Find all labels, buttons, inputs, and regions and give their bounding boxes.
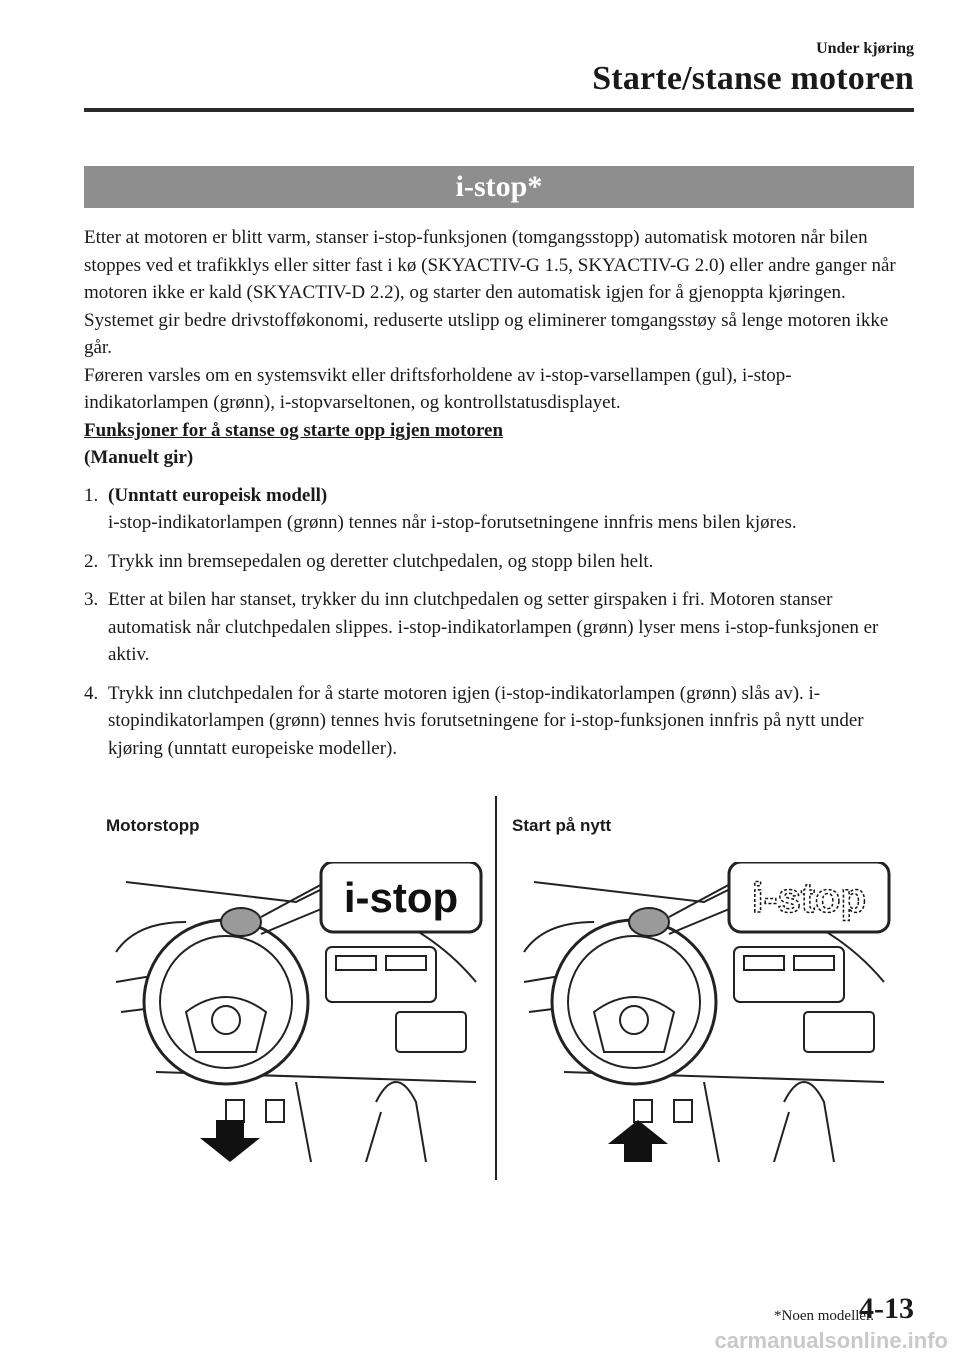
step-number: 1.: [84, 484, 99, 506]
step-bold-label: (Unntatt europeisk modell): [108, 484, 328, 506]
content: [84, 224, 914, 773]
page-title: Starte/stanse motoren: [592, 60, 914, 97]
step-text: Trykk inn bremsepedalen og deretter clutchpedalen, og stopp bilen helt.: [108, 550, 654, 572]
step-number: 4.: [84, 682, 99, 704]
watermark: carmanualsonline.info: [714, 1328, 948, 1353]
dashboard-illustration-restart: [504, 862, 894, 1162]
steps-list: [84, 482, 914, 763]
illustration-divider: [495, 796, 497, 1180]
intro-paragraph-2: Føreren varsles om en systemsvikt eller driftsforholdene av i-stop-varsellampen (gul), i-stop-indikatorlampen (grønn), i-stopvarseltonen, og kontrollstatusdisplayet.: [84, 364, 792, 413]
section-title-band: [84, 166, 914, 208]
arrow-down-icon: [200, 1120, 260, 1162]
step-number: 3.: [84, 589, 99, 610]
section-title: i-stop*: [455, 170, 543, 203]
illustration-label-restart: Start på nytt: [512, 816, 612, 835]
step-text: Trykk inn clutchpedalen for å starte motoren igjen (i-stop-indikatorlampen (grønn) slås av). i-stopindikatorlampen (grønn) tennes hvis forutsetningene for i-stop-funksjonen innfris på nytt under kjøring (unntatt europeiske modeller).: [108, 682, 864, 759]
dashboard-drawing: [96, 862, 486, 1162]
functions-subheading: (Manuelt gir): [84, 447, 194, 468]
istop-indicator-off: i-stop: [751, 874, 867, 921]
dashboard-drawing: [504, 862, 894, 1162]
list-item: [84, 482, 914, 537]
arrow-up-icon: [608, 1120, 668, 1162]
step-text: i-stop-indikatorlampen (grønn) tennes når i-stop-forutsetningene innfris mens bilen kjøres.: [108, 512, 797, 533]
intro-paragraph-1: Etter at motoren er blitt varm, stanser i-stop-funksjonen (tomgangsstopp) automatisk motoren når bilen stoppes ved et trafikklys eller sitter fast i kø (SKYACTIV-G 1.5, SKYACTIV-G 2.0) eller andre ganger når motoren ikke er kald (SKYACTIV-D 2.2), og starter den automatisk igjen for å gjenoppta kjøringen. Systemet gir bedre drivstofføkonomi, reduserte utslipp og eliminerer tomgangsstøy så lenge motoren ikke går.: [84, 227, 896, 358]
list-item: [84, 548, 914, 576]
functions-heading: Funksjoner for å stanse og starte opp igjen motoren: [84, 419, 504, 441]
page-number: 4-13: [859, 1292, 914, 1325]
illustration: [96, 796, 916, 1186]
chapter-label: Under kjøring: [816, 40, 914, 57]
istop-indicator-on: i-stop: [343, 874, 459, 921]
dashboard-illustration-engine-stop: [96, 862, 486, 1162]
header-rule: [84, 108, 914, 112]
step-text: Etter at bilen har stanset, trykker du inn clutchpedalen og setter girspaken i fri. Motoren stanser automatisk når clutchpedalen slippes. i-stop-indikatorlampen (grønn) lyser mens i-stop-funksjonen er aktiv.: [108, 589, 879, 665]
illustration-label-engine-stop: Motorstopp: [106, 816, 200, 835]
list-item: [84, 680, 914, 763]
list-item: [84, 586, 914, 669]
footnote: *Noen modeller.: [774, 1308, 874, 1324]
step-number: 2.: [84, 550, 99, 572]
